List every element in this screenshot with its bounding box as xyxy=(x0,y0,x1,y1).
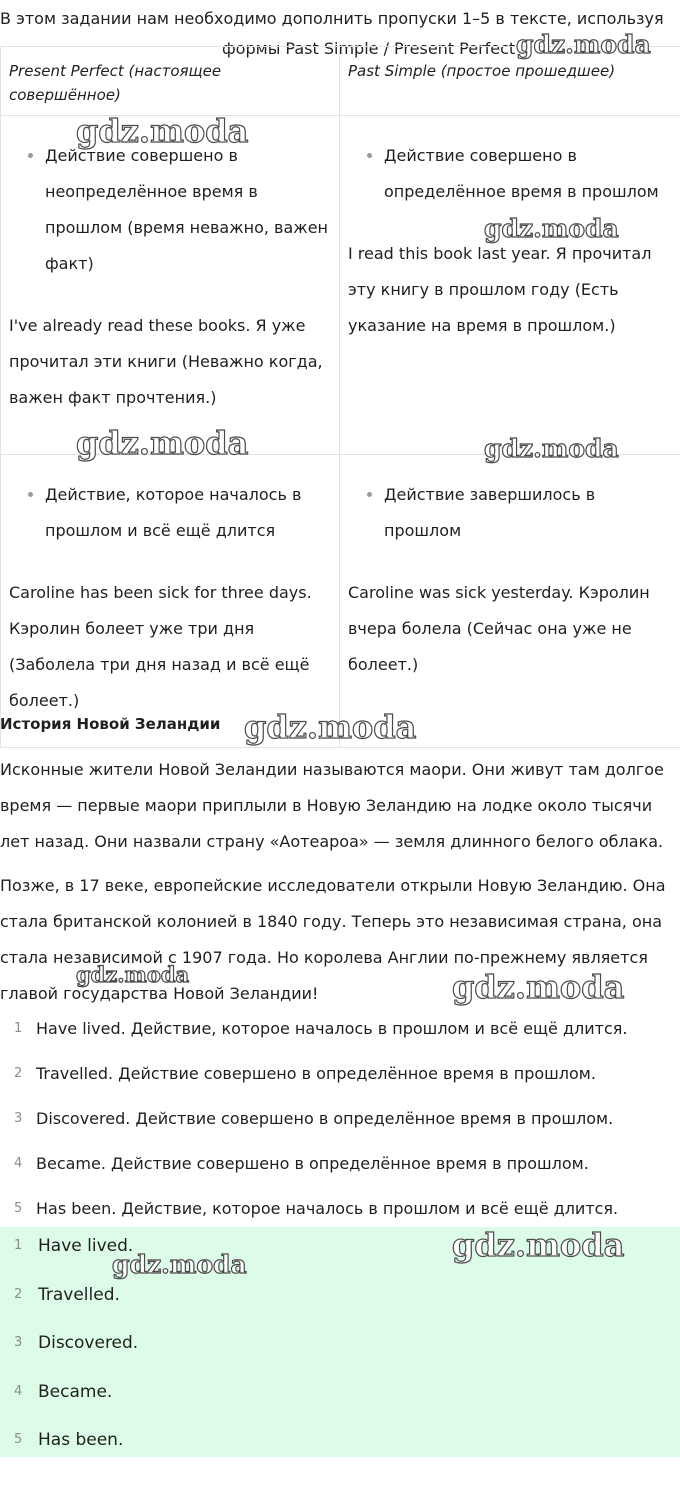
item-text: Travelled. xyxy=(38,1284,120,1305)
item-number: 2 xyxy=(14,1066,23,1081)
item-text: Discovered. xyxy=(38,1333,139,1353)
example-text: I read this book last year. Я прочитал эту книгу в прошлом году (Есть указание на время в прошлом.) xyxy=(348,244,652,335)
item-number: 5 xyxy=(14,1432,23,1447)
item-number: 1 xyxy=(14,1238,23,1253)
list-item xyxy=(0,1096,680,1141)
table-row xyxy=(1,116,680,455)
item-number: 4 xyxy=(14,1383,23,1399)
rule-item: • Действие завершилось в прошлом xyxy=(384,477,672,549)
list-item xyxy=(0,1271,680,1320)
intro-line-2: формы Past Simple / Present Perfect xyxy=(222,39,516,58)
table-row xyxy=(1,455,680,748)
header-present-perfect: Present Perfect (настоящее совершённое) xyxy=(1,47,340,116)
item-text: Became. Действие совершено в определённое время в прошлом. xyxy=(36,1154,589,1173)
answers-short-list xyxy=(0,1222,680,1465)
answers-explained-list xyxy=(0,1006,680,1231)
watermark-logo: gdz.moda xyxy=(452,1226,625,1264)
watermark-logo: gdz.moda xyxy=(112,1250,247,1279)
rule-item: • Действие, которое началось в прошлом и всё ещё длится xyxy=(45,477,331,549)
table-cell xyxy=(340,116,680,455)
example-text: Caroline has been sick for three days. Кэролин болеет уже три дня (Заболела три дня назад и всё ещё болеет.) xyxy=(9,583,312,710)
item-text: Have lived. Действие, которое началось в прошлом и всё ещё длится. xyxy=(36,1019,628,1038)
example-text: Caroline was sick yesterday. Кэролин вчера болела (Сейчас она уже не болеет.) xyxy=(348,583,650,674)
watermark-logo: gdz.moda xyxy=(244,708,417,746)
header-past-simple: Past Simple (простое прошедшее) xyxy=(340,47,680,116)
item-text: Travelled. Действие совершено в определённое время в прошлом. xyxy=(36,1064,596,1083)
table-header-row xyxy=(1,47,680,116)
watermark-logo: gdz.moda xyxy=(484,214,619,243)
watermark-logo: gdz.moda xyxy=(76,112,249,150)
item-text: Became. xyxy=(38,1381,113,1402)
list-item xyxy=(0,1416,680,1465)
story-paragraph: Исконные жители Новой Зеландии называются маори. Они живут там долгое время — первые маори приплыли в Новую Зеландию на лодке около тысячи лет назад. Они назвали страну «Аотеароа» — земля длинного белого облака. xyxy=(0,760,664,851)
item-text: Have lived. xyxy=(38,1236,134,1256)
item-number: 1 xyxy=(14,1021,23,1036)
table-cell xyxy=(340,455,680,748)
rule-item: • Действие совершено в определённое время в прошлом xyxy=(384,138,672,210)
item-number: 2 xyxy=(14,1286,23,1302)
watermark-logo: gdz.moda xyxy=(484,434,619,463)
grammar-table xyxy=(0,46,680,748)
watermark-logo: gdz.moda xyxy=(516,30,651,59)
watermark-logo: gdz.moda xyxy=(452,968,625,1006)
story-title: История Новой Зеландии xyxy=(0,715,221,733)
item-number: 3 xyxy=(14,1111,23,1126)
rule-item: • Действие совершено в неопределённое время в прошлом (время неважно, важен факт) xyxy=(45,138,331,282)
list-item xyxy=(0,1051,680,1096)
item-text: Has been. xyxy=(38,1430,124,1450)
table-cell xyxy=(1,116,340,455)
item-text: Has been. Действие, которое началось в прошлом и всё ещё длится. xyxy=(36,1199,619,1218)
list-item xyxy=(0,1006,680,1051)
item-number: 3 xyxy=(14,1335,23,1350)
watermark-logo: gdz.moda xyxy=(76,424,249,462)
story-paragraph: Позже, в 17 веке, европейские исследователи открыли Новую Зеландию. Она стала британской колонией в 1840 году. Теперь это независимая страна, она стала независимой с 1907 года. Но королева Англии по-прежнему является главой государства Новой Зеландии! xyxy=(0,876,666,1003)
item-text: Discovered. Действие совершено в определённое время в прошлом. xyxy=(36,1109,614,1128)
list-item xyxy=(0,1222,680,1271)
intro-line-1: В этом задании нам необходимо дополнить пропуски 1–5 в тексте, используя xyxy=(0,9,664,28)
example-text: I've already read these books. Я уже прочитал эти книги (Неважно когда, важен факт прочтения.) xyxy=(9,316,323,407)
item-number: 4 xyxy=(14,1156,23,1171)
list-item xyxy=(0,1319,680,1368)
item-number: 5 xyxy=(14,1201,23,1216)
list-item xyxy=(0,1141,680,1186)
list-item xyxy=(0,1368,680,1417)
watermark-logo: gdz.moda xyxy=(76,962,190,987)
table-cell xyxy=(1,455,340,748)
